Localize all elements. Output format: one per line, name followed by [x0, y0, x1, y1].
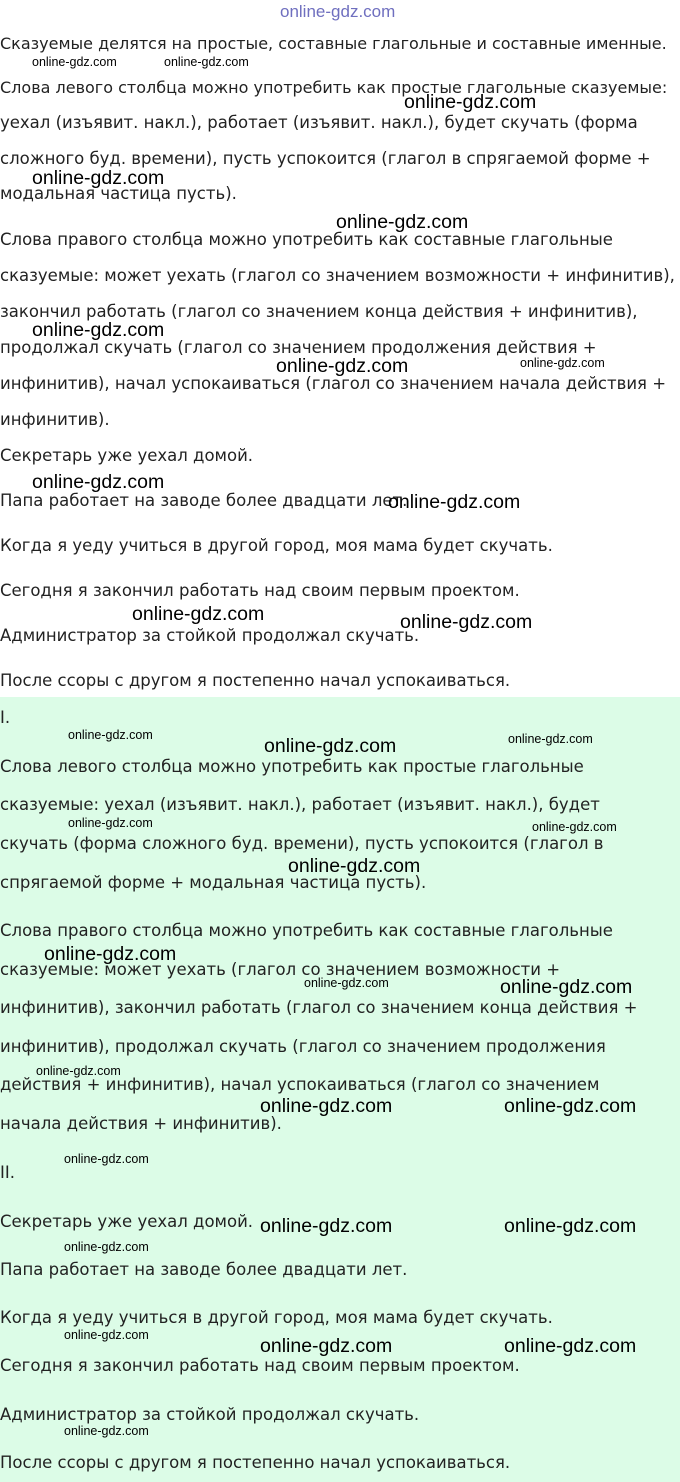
watermark: online-gdz.com	[260, 1095, 393, 1117]
upper-line: Слова левого столбца можно употребить как простые глагольные сказуемые:	[0, 78, 668, 97]
upper-line: Слова правого столбца можно употребить как составные глагольные	[0, 230, 613, 249]
upper-line: Папа работает на заводе более двадцати лет.	[0, 491, 408, 510]
lower-line: скучать (форма сложного буд. времени), пусть успокоится (глагол в	[0, 834, 604, 853]
lower-line: действия + инфинитив), начал успокаиваться (глагол со значением	[0, 1075, 600, 1094]
watermark: online-gdz.com	[336, 211, 469, 233]
watermark: online-gdz.com	[132, 603, 265, 625]
lower-line: После ссоры с другом я постепенно начал успокаиваться.	[0, 1453, 511, 1472]
watermark: online-gdz.com	[32, 55, 117, 69]
watermark: online-gdz.com	[164, 55, 249, 69]
lower-line: инфинитив), продолжал скучать (глагол со значением продолжения	[0, 1037, 606, 1056]
lower-line: Сегодня я закончил работать над своим первым проектом.	[0, 1356, 520, 1375]
upper-line: закончил работать (глагол со значением конца действия + инфинитив),	[0, 302, 638, 321]
upper-line: Сегодня я закончил работать над своим первым проектом.	[0, 581, 520, 600]
upper-line: Администратор за стойкой продолжал скучать.	[0, 626, 420, 645]
upper-line: Когда я уеду учиться в другой город, моя мама будет скучать.	[0, 536, 553, 555]
watermark: online-gdz.com	[260, 1215, 393, 1237]
watermark: online-gdz.com	[36, 1064, 121, 1078]
lower-line: Слова правого столбца можно употребить как составные глагольные	[0, 921, 613, 940]
watermark: online-gdz.com	[68, 728, 153, 742]
upper-line: уехал (изъявит. накл.), работает (изъявит. накл.), будет скучать (форма	[0, 113, 638, 132]
watermark: online-gdz.com	[276, 355, 409, 377]
watermark: online-gdz.com	[32, 319, 165, 341]
upper-line: После ссоры с другом я постепенно начал успокаиваться.	[0, 671, 511, 690]
upper-line: Сказуемые делятся на простые, составные глагольные и составные именные.	[0, 34, 667, 53]
upper-line: Секретарь уже уехал домой.	[0, 446, 254, 465]
watermark: online-gdz.com	[400, 611, 533, 633]
watermark: online-gdz.com	[288, 855, 421, 877]
lower-line: сказуемые: уехал (изъявит. накл.), работает (изъявит. накл.), будет	[0, 795, 600, 814]
watermark: online-gdz.com	[32, 167, 165, 189]
lower-line: Секретарь уже уехал домой.	[0, 1212, 254, 1231]
upper-line: инфинитив), начал успокаиваться (глагол со значением начала действия +	[0, 374, 667, 393]
lower-line: сказуемые: может уехать (глагол со значением возможности +	[0, 960, 561, 979]
upper-line: инфинитив).	[0, 410, 110, 429]
lower-line: Администратор за стойкой продолжал скучать.	[0, 1405, 420, 1424]
lower-line: инфинитив), закончил работать (глагол со значением конца действия +	[0, 998, 638, 1017]
watermark: online-gdz.com	[44, 943, 177, 965]
watermark: online-gdz.com	[508, 732, 593, 746]
lower-line: I.	[0, 708, 11, 727]
upper-line: модальная частица пусть).	[0, 184, 237, 203]
watermark: online-gdz.com	[500, 976, 633, 998]
upper-line: сказуемые: может уехать (глагол со значением возможности + инфинитив),	[0, 266, 675, 285]
lower-line: начала действия + инфинитив).	[0, 1114, 282, 1133]
upper-line: сложного буд. времени), пусть успокоится (глагол в спрягаемой форме +	[0, 149, 651, 168]
watermark: online-gdz.com	[520, 356, 605, 370]
watermark: online-gdz.com	[264, 735, 397, 757]
watermark: online-gdz.com	[532, 820, 617, 834]
watermark: online-gdz.com	[64, 1240, 149, 1254]
watermark: online-gdz.com	[32, 471, 165, 493]
watermark: online-gdz.com	[504, 1095, 637, 1117]
watermark: online-gdz.com	[404, 91, 537, 113]
watermark: online-gdz.com	[260, 1335, 393, 1357]
watermark: online-gdz.com	[68, 816, 153, 830]
upper-line: продолжал скучать (глагол со значением продолжения действия +	[0, 338, 597, 357]
watermark: online-gdz.com	[64, 1328, 149, 1342]
watermark: online-gdz.com	[504, 1215, 637, 1237]
watermark: online-gdz.com	[64, 1424, 149, 1438]
lower-line: II.	[0, 1163, 15, 1182]
header-watermark: online-gdz.com	[280, 2, 396, 21]
watermark: online-gdz.com	[388, 491, 521, 513]
lower-line: спрягаемой форме + модальная частица пусть).	[0, 873, 427, 892]
watermark: online-gdz.com	[504, 1335, 637, 1357]
watermark: online-gdz.com	[304, 976, 389, 990]
lower-line: Слова левого столбца можно употребить как простые глагольные	[0, 757, 584, 776]
watermark: online-gdz.com	[64, 1152, 149, 1166]
lower-line: Когда я уеду учиться в другой город, моя мама будет скучать.	[0, 1308, 553, 1327]
lower-line: Папа работает на заводе более двадцати лет.	[0, 1260, 408, 1279]
